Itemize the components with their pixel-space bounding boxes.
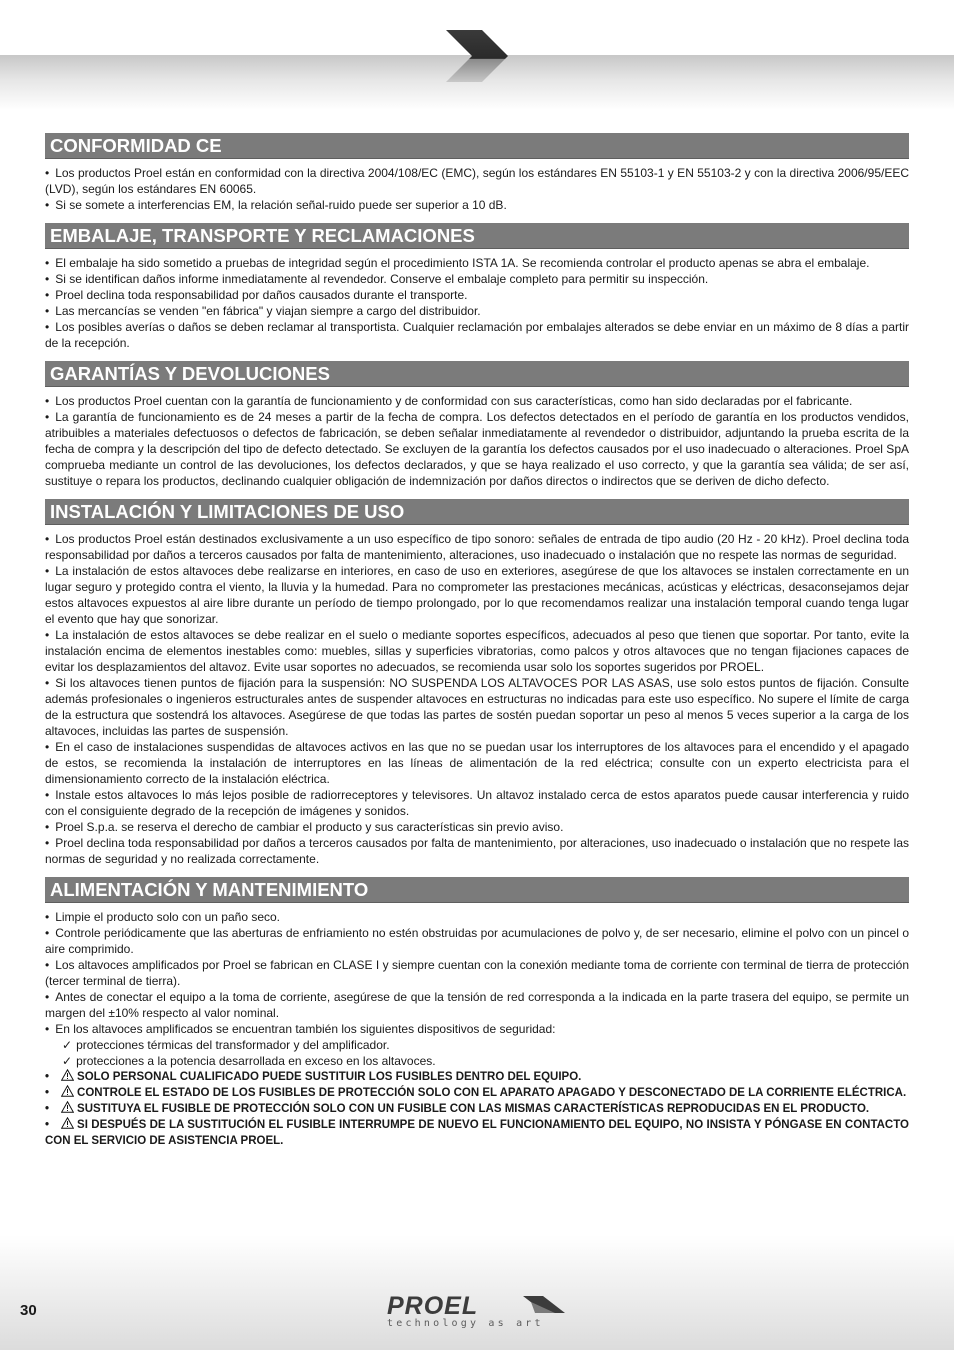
list-item: • Instale estos altavoces lo más lejos posible de radiorreceptores y televisores. Un altavoz instalado cerca de estos aparatos puede causar interferencia y ruido con el consiguiente degrado de la recepción de imágenes y sonidos. [45,788,909,818]
section-alimentacion [45,877,909,1149]
list-item: • Si los altavoces tienen puntos de fijación para la suspensión: NO SUSPENDA LOS ALTAVOCES POR LAS ASAS, use solo estos puntos de fijación. Consulte además profesionales o ingenieros estructurales antes de suspender altavoces en estructuras no indicadas para este uso específico. No supere el límite de carga de la estructura que sostendrá los altavoces. Asegúrese de que todas las partes de sostén puedan soportar un peso al menos 5 veces superior a la carga de los altavoces, incluidas las partes de suspensión. [45,676,909,738]
list-item: • En los altavoces amplificados se encuentran también los siguientes dispositivos de seguridad: [45,1022,556,1036]
list-item: • Si se somete a interferencias EM, la relación señal-ruido puede ser superior a 10 dB. [45,198,507,212]
list-item: • Proel declina toda responsabilidad por daños a terceros causados por falta de mantenimiento, por alteraciones, uso inadecuado o instalación que no respete las normas de seguridad y no realizada correctamente. [45,836,909,866]
check-item: ✓ protecciones a la potencia desarrollada en exceso en los altavoces. [62,1054,436,1068]
list-item: • Limpie el producto solo con un paño seco. [45,910,281,924]
section-title: GARANTÍAS Y DEVOLUCIONES [45,361,909,387]
list-item: • Los productos Proel están en conformidad con la directiva 2004/108/EC (EMC), según los estándares EN 55103-1 y EN 55103-2 y con la directiva 2006/95/EEC (LVD), según los estándares EN 60065. [45,166,909,196]
list-item: • Proel S.p.a. se reserva el derecho de cambiar el producto y sus características sin previo aviso. [45,820,564,834]
list-item: • Los productos Proel cuentan con la garantía de funcionamiento y de conformidad con sus características, como han sido declaradas por el fabricante. [45,394,853,408]
list-item: • En el caso de instalaciones suspendidas de altavoces activos en las que no se puedan usar los interruptores de los altavoces para el encendido y el apagado de estos, se recomienda la instalación de interruptores en las líneas de alimentación de la red eléctrica; consulte con un experto electricista para el dimensionamiento correcto de la instalación eléctrica. [45,740,909,786]
warning-triangle-icon [61,1117,74,1129]
svg-text:PROEL: PROEL [387,1292,479,1320]
list-item: • Los posibles averías o daños se deben reclamar al transportista. Cualquier reclamación por embalajes alterados se debe enviar en un máximo de 8 días a partir de la recepción. [45,320,909,350]
list-item: • La garantía de funcionamiento es de 24 meses a partir de la fecha de compra. Los defectos detectados en el período de garantía en los productos vendidos, atribuibles a materiales defectuosos o defectos de fabricación, se deben señalar inmediatamente al revendedor o distribuidor, adjuntando la prueba escrita de la fecha de compra y la descripción del tipo de defecto detectado. Se excluyen de la garantía los defectos causados por el uso inadecuado o alteraciones. Proel SpA comprueba mediante un control de las devoluciones, los defectos declarados, y que se haya realizado el uso correcto, y que la garantía sea válida; de ser así, sustituye o repara los productos, declinando cualquier obligación de indemnización por daños directos o indirectos que se deriven de dicho defecto. [45,410,909,488]
page-number: 30 [20,1302,37,1319]
section-garantias [45,361,909,489]
check-item: ✓ protecciones térmicas del transformador y del amplificador. [62,1038,390,1052]
warning-item: • SOLO PERSONAL CUALIFICADO PUEDE SUSTITUIR LOS FUSIBLES DENTRO DEL EQUIPO. [45,1071,582,1083]
section-instalacion [45,499,909,867]
list-item: • Los altavoces amplificados por Proel se fabrican en CLASE I y siempre cuentan con la conexión mediante toma de corriente con terminal de tierra de protección (tercer terminal de tierra). [45,958,909,988]
logo-tagline: technology as art [387,1318,544,1329]
warning-item: • SUSTITUYA EL FUSIBLE DE PROTECCIÓN SOLO CON UN FUSIBLE CON LAS MISMAS CARACTERÍSTICAS REPRODUCIDAS EN EL PRODUCTO. [45,1103,870,1115]
section-title: INSTALACIÓN Y LIMITACIONES DE USO [45,499,909,525]
document-body [45,133,909,1159]
list-item: • Si se identifican daños informe inmediatamente al revendedor. Conserve el embalaje completo para permitir su inspección. [45,272,709,286]
section-title: EMBALAJE, TRANSPORTE Y RECLAMACIONES [45,223,909,249]
section-title: ALIMENTACIÓN Y MANTENIMIENTO [45,877,909,903]
section-title: CONFORMIDAD CE [45,133,909,159]
list-item: • Las mercancías se venden "en fábrica" y viajan siempre a cargo del distribuidor. [45,304,481,318]
checkmark-icon: ✓ [62,1054,73,1068]
list-item: • Los productos Proel están destinados exclusivamente a un uso específico de tipo sonoro: señales de entrada de tipo audio (20 Hz - 20 kHz). Proel declina toda responsabilidad por daños a terceros causados por falta de mantenimiento, alteraciones, uso inadecuado o instalación que no respete las normas de seguridad. [45,532,909,562]
warning-triangle-icon [61,1101,74,1113]
warning-item: • CONTROLE EL ESTADO DE LOS FUSIBLES DE PROTECCIÓN SOLO CON EL APARATO APAGADO Y DESCONECTADO DE LA CORRIENTE ELÉCTRICA. [45,1087,907,1099]
list-item: • El embalaje ha sido sometido a pruebas de integridad según el procedimiento ISTA 1A. Se recomienda controlar el producto apenas se abra el embalaje. [45,256,870,270]
list-item: • Proel declina toda responsabilidad por daños causados durante el transporte. [45,288,468,302]
list-item: • Antes de conectar el equipo a la toma de corriente, asegúrese de que la tensión de red corresponda a la indicada en la parte trasera del equipo, se permite un margen del ±10% respecto al valor nominal. [45,990,909,1020]
list-item: • Controle periódicamente que las aberturas de enfriamiento no estén obstruidas por acumulaciones de polvo y, de ser necesario, elimine el polvo con un pincel o aire comprimido. [45,926,909,956]
section-conformidad [45,133,909,213]
list-item: • La instalación de estos altavoces debe realizarse en interiores, en caso de uso en exteriores, asegúrese de que los altavoces se instalen correctamente en un lugar seguro y protegido contra el viento, la lluvia y la humedad. Para no comprometer las prestaciones mecánicas, acústicas y eléctricas, desaconsejamos dejar estos altavoces expuestos al aire libre durante un período de tiempo prolongado, por lo que recomendamos realizar una instalación temporal cuando tenga lugar el evento que hay que sonorizar. [45,564,909,626]
warning-triangle-icon [61,1085,74,1097]
section-embalaje [45,223,909,351]
list-item: • La instalación de estos altavoces se debe realizar en el suelo o mediante soportes específicos, adecuados al peso que tienen que soportar. Por tanto, evite la instalación encima de elementos inestables como: muebles, sillas y superficies vibratorias, como palcos y otros altavoces que no tengan fijaciones capaces de evitar los desplazamientos del altavoz. Evite usar soportes no adecuados, se recomienda usar solo los soportes sugeridos por PROEL. [45,628,909,674]
checkmark-icon: ✓ [62,1038,73,1052]
warning-triangle-icon [61,1069,74,1081]
chevron-arrow-icon [442,28,512,84]
warning-item: • SI DESPUÉS DE LA SUSTITUCIÓN EL FUSIBLE INTERRUMPE DE NUEVO EL FUNCIONAMIENTO DEL EQUIPO, NO INSISTA Y PÓNGASE EN CONTACTO CON EL SERVICIO DE ASISTENCIA PROEL. [45,1119,909,1147]
